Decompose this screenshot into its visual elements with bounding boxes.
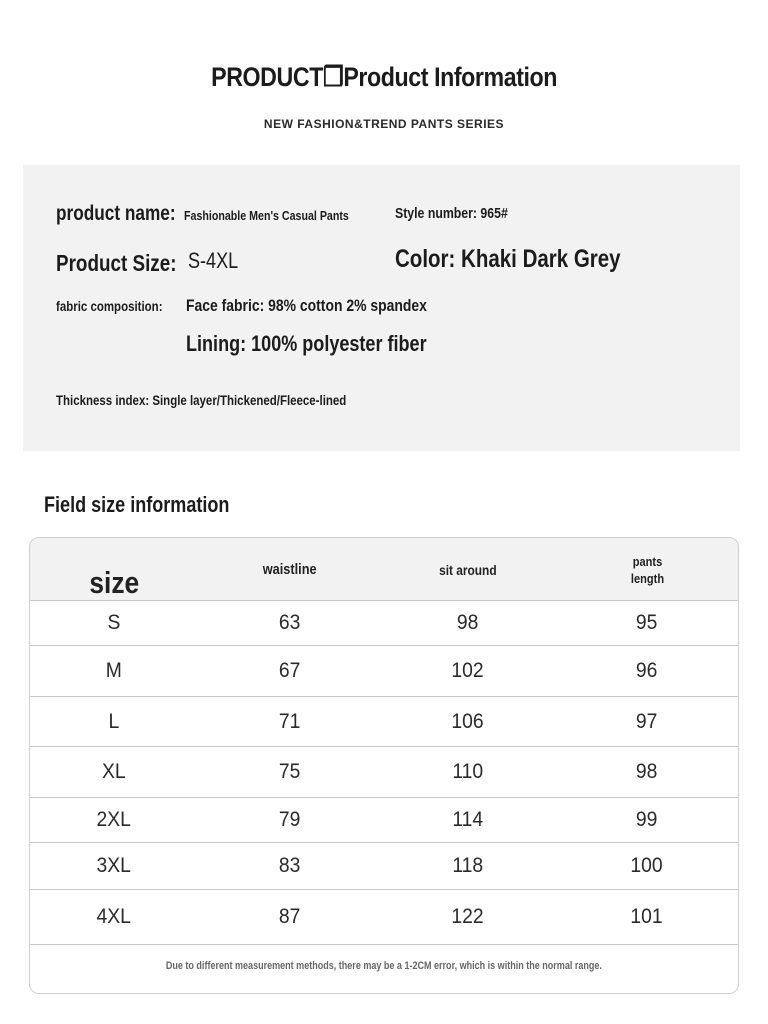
color-info: Color: Khaki Dark Grey [395, 245, 621, 273]
fabric-face: Face fabric: 98% cotton 2% spandex [186, 296, 427, 315]
table-row [30, 890, 738, 945]
cell-pants-length: 97 [636, 709, 658, 733]
col-header-waistline: waistline [263, 561, 317, 578]
measurement-note: Due to different measurement methods, there may be a 1-2CM error, which is within the normal range. [165, 960, 603, 972]
size-section-heading: Field size information [44, 492, 230, 517]
fabric-lining: Lining: 100% polyester fiber [186, 331, 427, 356]
table-row [30, 697, 738, 747]
cell-pants-length: 101 [630, 905, 664, 928]
page-title: PRODUCT❒Product Information [211, 62, 557, 92]
cell-sit-around: 110 [452, 760, 484, 783]
table-row [30, 843, 738, 890]
cell-size: S [107, 611, 121, 634]
cell-sit-around: 98 [457, 611, 479, 634]
table-row [30, 601, 738, 646]
cell-size: 2XL [96, 808, 132, 831]
cell-size: M [105, 659, 123, 682]
cell-waistline: 71 [279, 709, 301, 733]
col-header-size: size [89, 564, 139, 600]
cell-pants-length: 100 [630, 854, 664, 877]
cell-waistline: 79 [279, 808, 301, 831]
product-size-label: Product Size: [56, 250, 177, 276]
cell-waistline: 87 [279, 905, 301, 928]
cell-pants-length: 99 [636, 808, 658, 831]
table-row [30, 646, 738, 697]
style-number: Style number: 965# [395, 205, 508, 222]
product-name-label: product name: [56, 202, 176, 225]
table-row [30, 798, 738, 843]
product-info-panel [23, 165, 740, 451]
cell-sit-around: 114 [452, 808, 484, 831]
cell-waistline: 75 [279, 760, 301, 783]
cell-pants-length: 98 [636, 760, 658, 783]
size-table-header [30, 538, 738, 601]
product-name-value: Fashionable Men's Casual Pants [184, 208, 349, 223]
cell-waistline: 63 [279, 611, 301, 634]
cell-waistline: 67 [279, 659, 301, 682]
cell-pants-length: 95 [636, 611, 658, 634]
cell-size: 3XL [96, 854, 132, 877]
cell-sit-around: 106 [451, 709, 485, 733]
cell-waistline: 83 [279, 854, 301, 877]
product-size-value: S-4XL [188, 248, 239, 273]
fabric-label: fabric composition: [56, 298, 163, 314]
cell-size: L [108, 709, 120, 733]
cell-pants-length: 96 [636, 659, 658, 682]
cell-sit-around: 102 [451, 659, 485, 682]
col-header-sit-around: sit around [439, 561, 497, 578]
size-table [29, 537, 739, 994]
col-header-pants-length: pants length [630, 553, 664, 586]
cell-sit-around: 122 [451, 905, 485, 928]
page-subtitle: NEW FASHION&TREND PANTS SERIES [263, 117, 505, 131]
cell-size: 4XL [96, 905, 132, 928]
cell-sit-around: 118 [452, 854, 484, 877]
cell-size: XL [102, 760, 126, 783]
table-row [30, 747, 738, 798]
thickness-index: Thickness index: Single layer/Thickened/Fleece-lined [56, 392, 347, 408]
